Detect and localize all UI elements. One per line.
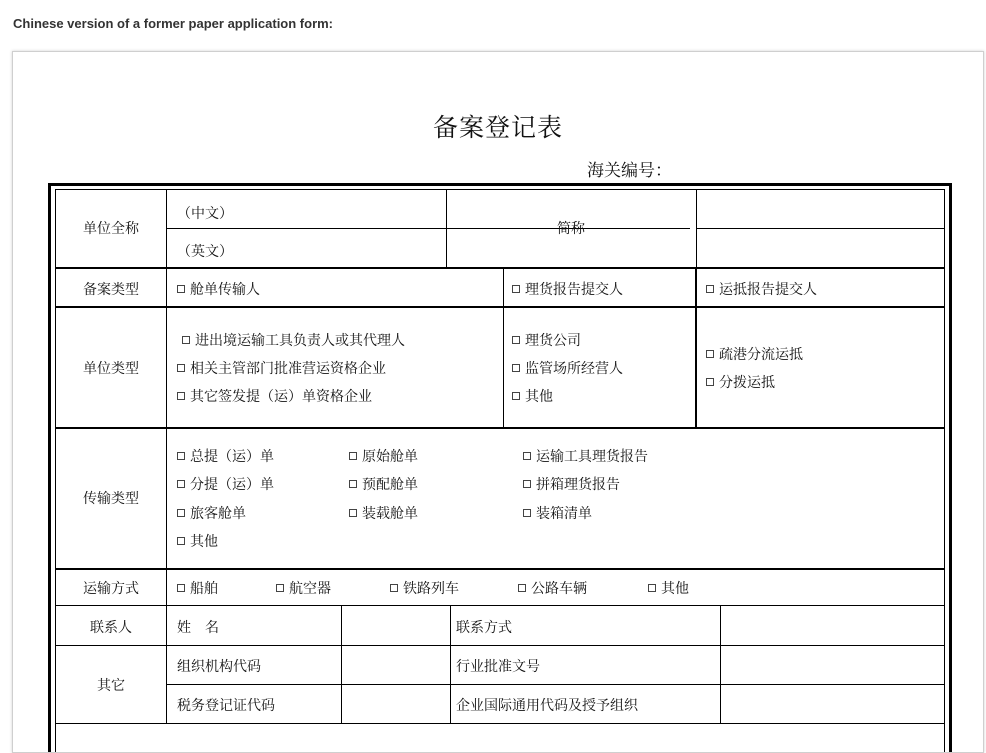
transmission-option[interactable]: 装载舱单	[349, 503, 418, 523]
transmission-option[interactable]: 分提（运）单	[177, 474, 274, 494]
unit-type-option[interactable]: 理货公司	[512, 330, 581, 350]
industry-approval-label: 行业批准文号	[456, 659, 540, 675]
checkbox-icon	[182, 336, 190, 344]
unit-type-option[interactable]: 其他	[512, 386, 553, 406]
row-line	[56, 267, 944, 269]
row-line	[56, 605, 944, 606]
checkbox-icon	[276, 584, 284, 592]
transmission-option[interactable]: 总提（运）单	[177, 446, 274, 466]
checkbox-icon	[349, 452, 357, 460]
filing-registration-table	[48, 183, 952, 753]
checkbox-icon	[177, 584, 185, 592]
transmission-option[interactable]: 运输工具理货报告	[523, 446, 648, 466]
checkbox-icon	[349, 509, 357, 517]
transmission-option[interactable]: 拼箱理货报告	[523, 474, 620, 494]
page-caption: Chinese version of a former paper application form:	[13, 16, 334, 31]
checkbox-icon	[706, 350, 714, 358]
unit-name-label: 单位全称	[83, 221, 139, 237]
checkbox-icon	[177, 364, 185, 372]
row-line	[56, 306, 944, 308]
row-line	[56, 645, 944, 646]
transport-option-ship[interactable]: 船舶	[177, 578, 218, 598]
transport-option-train[interactable]: 铁路列车	[390, 578, 459, 598]
transmission-option[interactable]: 原始舱单	[349, 446, 418, 466]
intl-code-label: 企业国际通用代码及授予组织	[456, 698, 638, 714]
unit-type-option[interactable]: 其它签发提（运）单资格企业	[177, 386, 372, 406]
checkbox-icon	[706, 285, 714, 293]
unit-type-option[interactable]: 疏港分流运抵	[706, 344, 803, 364]
transmission-option[interactable]: 装箱清单	[523, 503, 592, 523]
checkbox-icon	[512, 285, 520, 293]
column-line	[696, 190, 697, 267]
checkbox-icon	[523, 509, 531, 517]
filing-type-label: 备案类型	[83, 282, 139, 298]
transport-mode-label: 运输方式	[83, 581, 139, 597]
row-line	[56, 427, 944, 429]
unit-type-option[interactable]: 监管场所经营人	[512, 358, 623, 378]
transport-option-road-vehicle[interactable]: 公路车辆	[518, 578, 587, 598]
transport-option-aircraft[interactable]: 航空器	[276, 578, 331, 598]
name-label: 姓 名	[177, 620, 219, 636]
transmission-option[interactable]: 旅客舱单	[177, 503, 246, 523]
row-line	[56, 568, 944, 570]
checkbox-icon	[523, 452, 531, 460]
other-label: 其它	[97, 678, 125, 694]
column-line	[720, 605, 721, 723]
checkbox-icon	[177, 537, 185, 545]
checkbox-icon	[177, 285, 185, 293]
short-name-label: 简称	[557, 221, 585, 237]
column-line	[341, 605, 342, 723]
form-title: 备案登记表	[432, 113, 563, 142]
table-grid	[55, 189, 945, 753]
filing-option-tally-report-submitter[interactable]: 理货报告提交人	[512, 279, 623, 299]
checkbox-icon	[177, 480, 185, 488]
contact-person-label: 联系人	[90, 620, 132, 636]
form-document	[12, 51, 984, 753]
filing-option-manifest-transmitter[interactable]: 舱单传输人	[177, 279, 260, 299]
row-line	[166, 684, 944, 685]
transmission-option[interactable]: 预配舱单	[349, 474, 418, 494]
checkbox-icon	[523, 480, 531, 488]
column-line	[503, 267, 504, 427]
checkbox-icon	[512, 336, 520, 344]
row-line	[56, 723, 944, 724]
checkbox-icon	[349, 480, 357, 488]
unit-type-option[interactable]: 进出境运输工具负责人或其代理人	[182, 330, 405, 350]
unit-type-option[interactable]: 分拨运抵	[706, 372, 775, 392]
checkbox-icon	[177, 509, 185, 517]
column-line	[450, 605, 451, 723]
org-code-label: 组织机构代码	[177, 659, 261, 675]
checkbox-icon	[648, 584, 656, 592]
checkbox-icon	[512, 364, 520, 372]
checkbox-icon	[177, 452, 185, 460]
checkbox-icon	[177, 392, 185, 400]
contact-method-label: 联系方式	[456, 620, 512, 636]
english-name-field[interactable]: （英文）	[177, 244, 233, 260]
filing-option-arrival-report-submitter[interactable]: 运抵报告提交人	[706, 279, 817, 299]
unit-type-label: 单位类型	[83, 361, 139, 377]
column-line	[695, 267, 697, 427]
chinese-name-field[interactable]: （中文）	[177, 206, 233, 222]
tax-registration-label: 税务登记证代码	[177, 698, 275, 714]
checkbox-icon	[706, 378, 714, 386]
transport-option-other[interactable]: 其他	[648, 578, 689, 598]
unit-type-option[interactable]: 相关主管部门批准营运资格企业	[177, 358, 386, 378]
customs-number-label: 海关编号：	[587, 161, 672, 181]
transmission-option[interactable]: 其他	[177, 531, 218, 551]
checkbox-icon	[512, 392, 520, 400]
column-line	[166, 190, 167, 723]
row-line	[696, 228, 944, 229]
checkbox-icon	[518, 584, 526, 592]
checkbox-icon	[390, 584, 398, 592]
transmission-type-label: 传输类型	[83, 491, 139, 507]
